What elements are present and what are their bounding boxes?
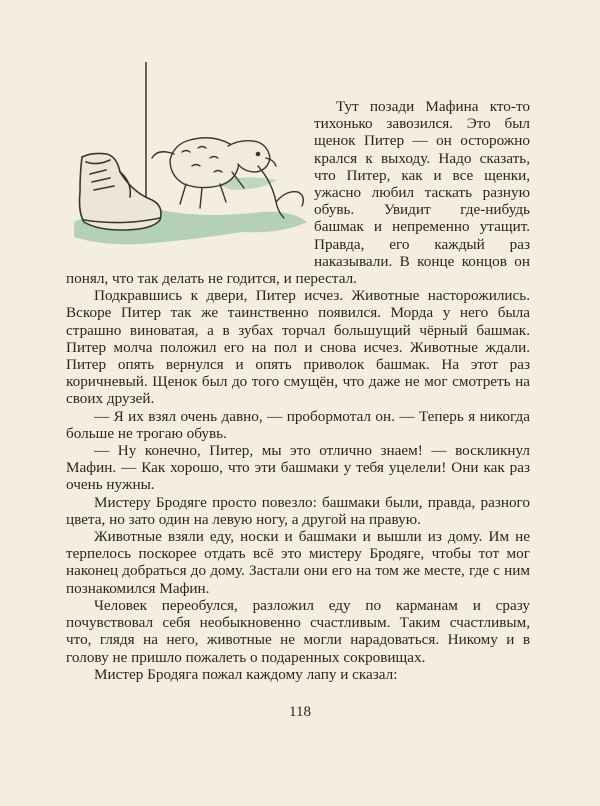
paragraph: Подкравшись к двери, Питер исчез. Животные насторожились. Вскоре Питер так же таинственно появился. Морда у него была страшно виноватая, а в зубах торчал большущий чёрный башмак. Питер молча положил его на пол и снова исчез. Животные ждали. Питер опять вернулся и опять приволок башмак. На этот раз коричневый. Щенок был до того смущён, что даже не мог смотреть на своих друзей.	[66, 287, 530, 408]
paragraph: — Я их взял очень давно, — пробормотал он. — Теперь я никогда больше не трогаю обувь.	[66, 407, 530, 442]
paragraph: — Ну конечно, Питер, мы это отлично знаем! — воскликнул Мафин. — Как хорошо, что эти башмаки у тебя уцелели! Они как раз очень нужны.	[66, 442, 530, 494]
paragraph: Человек переобулся, разложил еду по карманам и сразу почувствовал себя необыкновенно счастливым. Таким счастливым, что, глядя на него, животные не могли нарадоваться. Никому и в голову не пришло пожалеть о подаренных сокровищах.	[66, 596, 530, 666]
paragraph: Мистер Бродяга пожал каждому лапу и сказал:	[94, 665, 398, 683]
paragraph: Тут позади Мафина кто-то тихонько завозился. Это был щенок Питер — он осторожно крался к выходу. Надо сказать, что Питер, как и все щенки, ужасно любил таскать разную обувь. Увидит где-нибудь башмак и непременно утащит. Правда, его каждый раз наказывали. В конце концов он понял, что так делать не годится, и перестал.	[66, 98, 530, 288]
page-number: 118	[289, 704, 311, 720]
illustration-space	[66, 98, 314, 268]
paragraph: Мистеру Бродяге просто повезло: башмаки были, правда, разного цвета, но зато один на левую ногу, а другой на правую.	[66, 493, 530, 528]
page-text	[66, 98, 530, 683]
paragraph: Животные взяли еду, носки и башмаки и вышли из дому. Им не терпелось поскорее отдать всё это мистеру Бродяге, чтобы тот мог наконец добраться до дому. Застали они его на том же месте, где с ним познакомился Мафин.	[66, 528, 530, 597]
